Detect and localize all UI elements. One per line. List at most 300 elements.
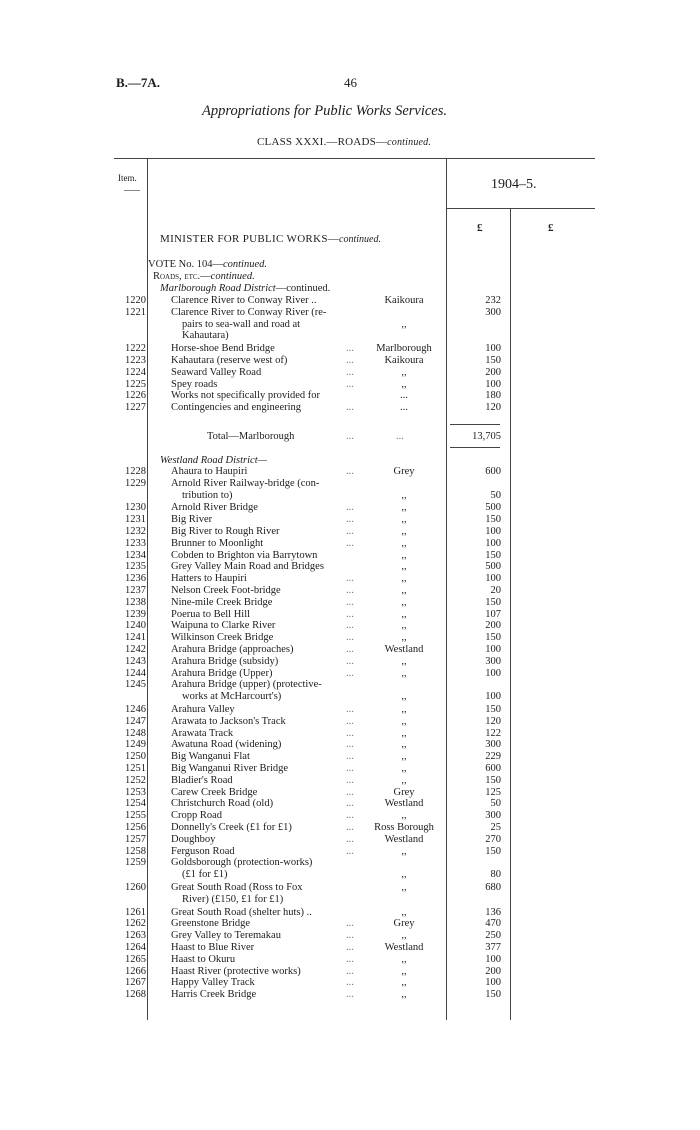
amount-value: 600 bbox=[485, 466, 501, 477]
table-row bbox=[0, 775, 700, 787]
minister-heading bbox=[160, 233, 381, 245]
item-number: 1262 bbox=[125, 918, 146, 930]
amount-value: 300 bbox=[485, 739, 501, 751]
amount-value: 100 bbox=[485, 378, 501, 390]
district-name: Ross Borough bbox=[374, 822, 434, 833]
item-description: Cobden to Brighton via Barrytown bbox=[171, 549, 318, 561]
roads-heading bbox=[153, 271, 255, 282]
amount-value: 377 bbox=[485, 942, 501, 953]
amount-value: 150 bbox=[485, 989, 501, 1001]
district-name: ,, bbox=[401, 596, 407, 608]
leader-dots: ... bbox=[346, 965, 354, 977]
item-description: River) (£150, £1 for £1) bbox=[182, 893, 284, 905]
item-number: 1229 bbox=[125, 477, 146, 489]
item-number: 1253 bbox=[125, 786, 146, 798]
item-description: Kahautara (reserve west of) bbox=[171, 355, 288, 366]
item-number: 1266 bbox=[125, 965, 146, 977]
amount-value: 500 bbox=[485, 561, 501, 573]
item-description: Arahura Bridge (subsidy) bbox=[171, 655, 279, 667]
item-description: Ferguson Road bbox=[171, 845, 235, 857]
amount-value: 150 bbox=[485, 704, 501, 715]
item-number: 1231 bbox=[125, 514, 146, 526]
district-name: ,, bbox=[401, 810, 407, 822]
leader-dots: ... bbox=[346, 502, 354, 514]
amount-value: 100 bbox=[485, 667, 501, 679]
item-number: 1255 bbox=[125, 810, 146, 822]
amount-value: 150 bbox=[485, 549, 501, 561]
table-row bbox=[0, 716, 700, 728]
item-description: Grey Valley Main Road and Bridges bbox=[171, 561, 324, 573]
amount-value: 50 bbox=[490, 489, 501, 501]
district-name: ,, bbox=[401, 620, 407, 632]
roads-heading-continued: continued. bbox=[210, 271, 255, 282]
item-description: Ahaura to Haupiri bbox=[171, 466, 248, 477]
leader-dots: ... bbox=[346, 378, 354, 390]
page-title: Appropriations for Public Works Services. bbox=[202, 103, 448, 119]
amount-value: 232 bbox=[485, 295, 501, 306]
district-name: ,, bbox=[401, 514, 407, 526]
leader-dots: ... bbox=[346, 953, 354, 965]
district-name: ... bbox=[400, 390, 408, 402]
total-label: Total—Marlborough bbox=[207, 431, 295, 442]
item-number: 1257 bbox=[125, 833, 146, 845]
amount-value: 100 bbox=[485, 953, 501, 965]
table-row bbox=[0, 918, 700, 930]
amount-value: 680 bbox=[485, 882, 501, 893]
district-name: Grey bbox=[393, 918, 415, 930]
leader-dots: ... bbox=[346, 355, 354, 366]
district-name: ,, bbox=[401, 608, 407, 620]
item-number: 1239 bbox=[125, 608, 146, 620]
item-description: Clarence River to Conway River (re- bbox=[171, 306, 327, 318]
amount-value: 100 bbox=[485, 691, 501, 703]
table-row bbox=[0, 882, 700, 905]
district-name: Westland bbox=[384, 644, 424, 655]
leader-dots: ... bbox=[346, 833, 354, 845]
item-number: 1258 bbox=[125, 845, 146, 857]
district-name: ,, bbox=[401, 526, 407, 537]
marlborough-district-name: Marlborough Road District bbox=[160, 283, 276, 294]
table-row bbox=[0, 343, 700, 355]
pound-sign-column-2: £ bbox=[548, 222, 554, 234]
amount-value: 150 bbox=[485, 632, 501, 644]
district-name: ,, bbox=[401, 739, 407, 751]
amount-value: 200 bbox=[485, 366, 501, 378]
total-rule-top bbox=[450, 424, 500, 425]
vote-heading bbox=[148, 259, 267, 270]
table-row bbox=[0, 857, 700, 881]
item-description: Great South Road (shelter huts) .. bbox=[171, 906, 312, 918]
district-name: Kaikoura bbox=[384, 355, 424, 366]
item-number: 1243 bbox=[125, 655, 146, 667]
district-name: Westland bbox=[384, 798, 424, 810]
leader-dots: ... bbox=[346, 573, 354, 585]
table-row bbox=[0, 930, 700, 942]
item-description: Spey roads bbox=[171, 378, 218, 390]
table-row bbox=[0, 466, 700, 478]
district-name: ,, bbox=[401, 573, 407, 585]
table-row bbox=[0, 966, 700, 978]
table-row bbox=[0, 550, 700, 562]
total-marlborough-row bbox=[0, 431, 700, 443]
item-number: 1251 bbox=[125, 763, 146, 774]
leader-dots: ... bbox=[346, 608, 354, 620]
pound-sign-column-1: £ bbox=[477, 222, 483, 234]
table-row bbox=[0, 668, 700, 680]
leader-dots: ... bbox=[346, 798, 354, 810]
item-description: Poerua to Bell Hill bbox=[171, 608, 251, 620]
item-number: 1223 bbox=[125, 355, 146, 366]
item-description: Hatters to Haupiri bbox=[171, 573, 247, 585]
leader-dots: ... bbox=[346, 537, 354, 549]
item-number: 1235 bbox=[125, 561, 146, 573]
district-name: ,, bbox=[401, 953, 407, 965]
district-name: ,, bbox=[401, 989, 407, 1001]
item-number: 1224 bbox=[125, 366, 146, 378]
amount-value: 229 bbox=[485, 751, 501, 763]
leader-dots: ... bbox=[346, 739, 354, 751]
item-number: 1234 bbox=[125, 549, 146, 561]
amount-value: 100 bbox=[485, 526, 501, 537]
amount-value: 200 bbox=[485, 965, 501, 977]
table-row bbox=[0, 989, 700, 1001]
table-row bbox=[0, 402, 700, 414]
district-name: ,, bbox=[401, 704, 407, 715]
item-number: 1222 bbox=[125, 343, 146, 355]
table-row bbox=[0, 538, 700, 550]
item-number: 1221 bbox=[125, 306, 146, 318]
total-dots-2: ... bbox=[396, 431, 404, 442]
table-row bbox=[0, 632, 700, 644]
westland-district-name: Westland Road District— bbox=[160, 455, 267, 466]
amount-value: 150 bbox=[485, 845, 501, 857]
leader-dots: ... bbox=[346, 526, 354, 537]
amount-value: 300 bbox=[485, 655, 501, 667]
item-description: Awatuna Road (widening) bbox=[171, 739, 282, 751]
item-description: Haast to Blue River bbox=[171, 942, 255, 953]
amount-value: 150 bbox=[485, 355, 501, 366]
item-description: Arahura Valley bbox=[171, 704, 235, 715]
amount-value: 250 bbox=[485, 930, 501, 942]
item-description: Big River bbox=[171, 514, 213, 526]
page-number: 46 bbox=[344, 75, 357, 90]
district-name: ,, bbox=[401, 378, 407, 390]
item-number: 1249 bbox=[125, 739, 146, 751]
item-number: 1244 bbox=[125, 667, 146, 679]
item-number: 1248 bbox=[125, 727, 146, 739]
westland-district-heading bbox=[160, 455, 267, 466]
table-row bbox=[0, 656, 700, 668]
leader-dots: ... bbox=[346, 727, 354, 739]
table-row bbox=[0, 620, 700, 632]
table-row bbox=[0, 390, 700, 402]
amount-value: 300 bbox=[485, 306, 501, 318]
item-number: 1256 bbox=[125, 822, 146, 833]
item-number: 1233 bbox=[125, 537, 146, 549]
item-description: Nelson Creek Foot-bridge bbox=[171, 585, 281, 596]
item-description: Arawata to Jackson's Track bbox=[171, 715, 286, 727]
district-name: Westland bbox=[384, 942, 424, 953]
item-description: Arahura Bridge (approaches) bbox=[171, 644, 294, 655]
amount-value: 25 bbox=[490, 822, 501, 833]
amount-value: 20 bbox=[490, 585, 501, 596]
district-name: Marlborough bbox=[376, 343, 432, 355]
table-row bbox=[0, 295, 700, 307]
amount-value: 120 bbox=[485, 715, 501, 727]
item-number: 1230 bbox=[125, 502, 146, 514]
document-code: B.—7A. bbox=[116, 75, 161, 90]
minister-heading-main: MINISTER FOR PUBLIC WORKS— bbox=[160, 233, 340, 245]
table-row bbox=[0, 573, 700, 585]
table-row bbox=[0, 477, 700, 501]
item-description: Big River to Rough River bbox=[171, 526, 280, 537]
leader-dots: ... bbox=[346, 751, 354, 763]
item-description: tribution to) bbox=[182, 489, 233, 501]
item-number: 1254 bbox=[125, 798, 146, 810]
item-number: 1227 bbox=[125, 402, 146, 414]
district-name: ,, bbox=[401, 667, 407, 679]
amount-value: 200 bbox=[485, 620, 501, 632]
table-row bbox=[0, 810, 700, 822]
table-row bbox=[0, 763, 700, 775]
leader-dots: ... bbox=[346, 366, 354, 378]
leader-dots: ... bbox=[346, 774, 354, 786]
leader-dots: ... bbox=[346, 822, 354, 833]
table-top-rule bbox=[114, 158, 595, 159]
amount-value: 50 bbox=[490, 798, 501, 810]
district-name: ,, bbox=[401, 715, 407, 727]
vote-heading-main: VOTE No. 104— bbox=[148, 259, 223, 270]
leader-dots: ... bbox=[346, 763, 354, 774]
table-row bbox=[0, 739, 700, 751]
table-row bbox=[0, 907, 700, 919]
district-name: ,, bbox=[401, 774, 407, 786]
table-row bbox=[0, 728, 700, 740]
item-description: Arahura Bridge (Upper) bbox=[171, 667, 273, 679]
leader-dots: ... bbox=[346, 343, 354, 355]
district-name: ,, bbox=[401, 549, 407, 561]
total-rule-bottom bbox=[450, 447, 500, 448]
item-description: Happy Valley Track bbox=[171, 977, 255, 989]
leader-dots: ... bbox=[346, 466, 354, 477]
district-name: ,, bbox=[401, 318, 407, 330]
item-description: Arnold River Railway-bridge (con- bbox=[171, 477, 320, 489]
amount-value: 270 bbox=[485, 833, 501, 845]
leader-dots: ... bbox=[346, 596, 354, 608]
item-description: Haast to Okuru bbox=[171, 953, 236, 965]
district-name: ,, bbox=[401, 763, 407, 774]
item-number: 1225 bbox=[125, 378, 146, 390]
marlborough-district-continued: —continued. bbox=[275, 283, 331, 294]
table-row bbox=[0, 798, 700, 810]
item-number: 1263 bbox=[125, 930, 146, 942]
item-number: 1237 bbox=[125, 585, 146, 596]
table-row bbox=[0, 822, 700, 834]
item-description: Clarence River to Conway River .. bbox=[171, 295, 317, 306]
leader-dots: ... bbox=[346, 514, 354, 526]
leader-dots: ... bbox=[346, 704, 354, 715]
district-name: ,, bbox=[401, 869, 407, 881]
amount-value: 100 bbox=[485, 644, 501, 655]
district-name: ,, bbox=[401, 965, 407, 977]
amount-value: 500 bbox=[485, 502, 501, 514]
district-name: ,, bbox=[401, 537, 407, 549]
table-row bbox=[0, 679, 700, 703]
item-number: 1245 bbox=[125, 679, 146, 691]
vote-heading-continued: continued. bbox=[222, 259, 267, 270]
total-dots-1: ... bbox=[346, 431, 354, 442]
item-number: 1267 bbox=[125, 977, 146, 989]
amount-value: 100 bbox=[485, 977, 501, 989]
class-heading-continued: continued. bbox=[387, 137, 432, 148]
item-description: (£1 for £1) bbox=[182, 869, 228, 881]
item-number: 1240 bbox=[125, 620, 146, 632]
year-column-header: 1904–5. bbox=[491, 177, 537, 192]
table-row bbox=[0, 787, 700, 799]
roads-heading-main: Roads, etc.— bbox=[153, 271, 211, 282]
district-name: ,, bbox=[401, 977, 407, 989]
table-row bbox=[0, 526, 700, 538]
amount-value: 100 bbox=[485, 537, 501, 549]
leader-dots: ... bbox=[346, 989, 354, 1001]
leader-dots: ... bbox=[346, 715, 354, 727]
item-description: Greenstone Bridge bbox=[171, 918, 251, 930]
item-description: Nine-mile Creek Bridge bbox=[171, 596, 273, 608]
district-name: ,, bbox=[401, 727, 407, 739]
item-number: 1265 bbox=[125, 953, 146, 965]
amount-value: 150 bbox=[485, 596, 501, 608]
item-number: 1246 bbox=[125, 704, 146, 715]
amount-value: 180 bbox=[485, 390, 501, 402]
item-number: 1220 bbox=[125, 295, 146, 306]
district-name: Grey bbox=[393, 786, 415, 798]
item-number: 1236 bbox=[125, 573, 146, 585]
item-description: Goldsborough (protection-works) bbox=[171, 857, 313, 869]
item-number: 1238 bbox=[125, 596, 146, 608]
item-number: 1228 bbox=[125, 466, 146, 477]
table-row bbox=[0, 846, 700, 858]
class-heading bbox=[257, 136, 431, 148]
item-number: 1259 bbox=[125, 857, 146, 869]
item-description: Arahura Bridge (upper) (protective- bbox=[171, 679, 322, 691]
district-name: ,, bbox=[401, 366, 407, 378]
marlborough-district-heading bbox=[160, 283, 330, 294]
district-name: ,, bbox=[401, 930, 407, 942]
item-number: 1261 bbox=[125, 906, 146, 918]
table-row bbox=[0, 751, 700, 763]
table-row bbox=[0, 585, 700, 597]
district-name: ,, bbox=[401, 585, 407, 596]
item-description: Christchurch Road (old) bbox=[171, 798, 274, 810]
item-description: Haast River (protective works) bbox=[171, 965, 301, 977]
item-description: works at McHarcourt's) bbox=[182, 691, 282, 703]
item-description: Harris Creek Bridge bbox=[171, 989, 257, 1001]
item-number: 1268 bbox=[125, 989, 146, 1001]
district-name: ,, bbox=[401, 561, 407, 573]
table-row bbox=[0, 561, 700, 573]
table-row bbox=[0, 597, 700, 609]
leader-dots: ... bbox=[346, 402, 354, 414]
amount-value: 122 bbox=[485, 727, 501, 739]
item-description: Cropp Road bbox=[171, 810, 223, 822]
leader-dots: ... bbox=[346, 942, 354, 953]
leader-dots: ... bbox=[346, 930, 354, 942]
district-name: Westland bbox=[384, 833, 424, 845]
table-row bbox=[0, 954, 700, 966]
item-description: pairs to sea-wall and road at bbox=[182, 318, 301, 330]
item-description: Donnelly's Creek (£1 for £1) bbox=[171, 822, 292, 833]
table-row bbox=[0, 834, 700, 846]
item-description: Big Wanganui Flat bbox=[171, 751, 250, 763]
item-number: 1241 bbox=[125, 632, 146, 644]
district-name: ,, bbox=[401, 691, 407, 703]
item-description: Big Wanganui River Bridge bbox=[171, 763, 289, 774]
table-row bbox=[0, 942, 700, 954]
class-heading-main: CLASS XXXI.—ROADS— bbox=[257, 136, 388, 148]
amount-value: 300 bbox=[485, 810, 501, 822]
amount-value: 136 bbox=[485, 906, 501, 918]
item-description: Wilkinson Creek Bridge bbox=[171, 632, 274, 644]
leader-dots: ... bbox=[346, 585, 354, 596]
table-row bbox=[0, 367, 700, 379]
item-description: Great South Road (Ross to Fox bbox=[171, 882, 303, 893]
table-row bbox=[0, 977, 700, 989]
district-name: ,, bbox=[401, 751, 407, 763]
district-name: Grey bbox=[393, 466, 415, 477]
minister-heading-continued: continued. bbox=[339, 234, 381, 245]
leader-dots: ... bbox=[346, 977, 354, 989]
item-number: 1226 bbox=[125, 390, 146, 402]
item-description: Grey Valley to Teremakau bbox=[171, 930, 281, 942]
item-column-header: Item. bbox=[118, 173, 137, 183]
district-name: ,, bbox=[401, 845, 407, 857]
amount-value: 100 bbox=[485, 573, 501, 585]
leader-dots: ... bbox=[346, 620, 354, 632]
table-row bbox=[0, 355, 700, 367]
year-underline-rule bbox=[446, 208, 595, 209]
table-row bbox=[0, 379, 700, 391]
item-number: 1252 bbox=[125, 774, 146, 786]
item-number: 1247 bbox=[125, 715, 146, 727]
item-number: 1250 bbox=[125, 751, 146, 763]
leader-dots: ... bbox=[346, 667, 354, 679]
item-number: 1232 bbox=[125, 526, 146, 537]
item-description: Brunner to Moonlight bbox=[171, 537, 264, 549]
leader-dots: ... bbox=[346, 810, 354, 822]
table-row bbox=[0, 514, 700, 526]
item-description: Arnold River Bridge bbox=[171, 502, 258, 514]
district-name: Kaikoura bbox=[384, 295, 424, 306]
item-number: 1264 bbox=[125, 942, 146, 953]
item-description: Works not specifically provided for bbox=[171, 390, 321, 402]
leader-dots: ... bbox=[346, 644, 354, 655]
amount-value: 150 bbox=[485, 514, 501, 526]
amount-value: 80 bbox=[490, 869, 501, 881]
table-row bbox=[0, 502, 700, 514]
leader-dots: ... bbox=[346, 632, 354, 644]
item-description: Waipuna to Clarke River bbox=[171, 620, 276, 632]
item-description: Seaward Valley Road bbox=[171, 366, 262, 378]
amount-value: 100 bbox=[485, 343, 501, 355]
leader-dots: ... bbox=[346, 845, 354, 857]
table-row bbox=[0, 704, 700, 716]
district-name: ,, bbox=[401, 906, 407, 918]
item-description: Horse-shoe Bend Bridge bbox=[171, 343, 275, 355]
amount-value: 470 bbox=[485, 918, 501, 930]
district-name: ... bbox=[400, 402, 408, 414]
leader-dots: ... bbox=[346, 918, 354, 930]
total-amount: 13,705 bbox=[472, 431, 501, 442]
